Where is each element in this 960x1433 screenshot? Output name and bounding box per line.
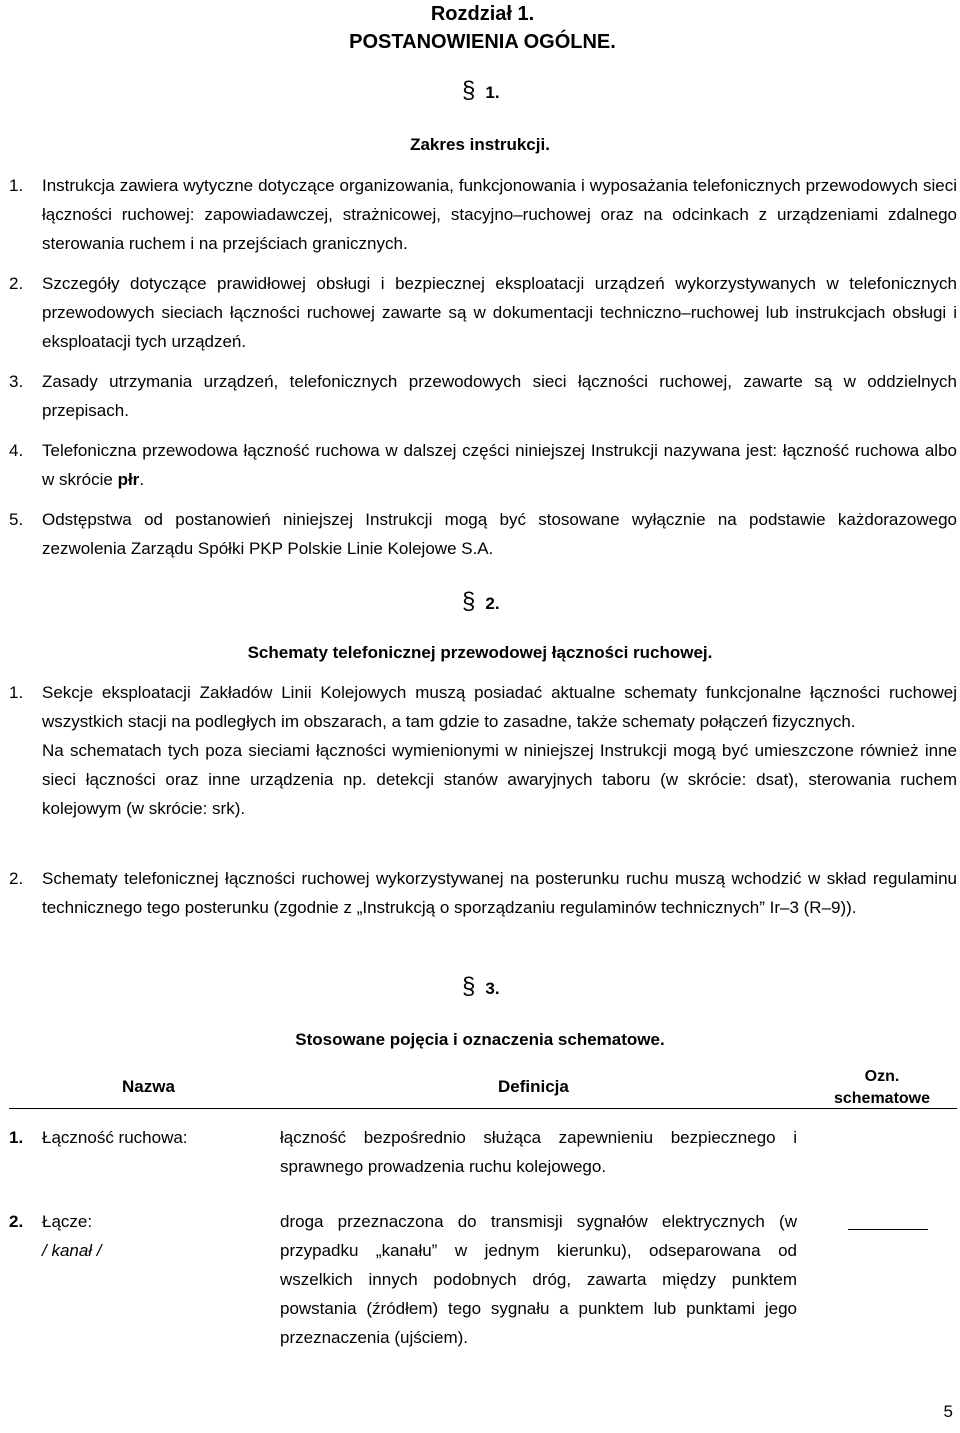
- column-header-symbol: [820, 1066, 944, 1110]
- section-2-marker: [462, 587, 542, 617]
- term-name: Łączność ruchowa:: [42, 1128, 188, 1147]
- term-name-alt: / kanał /: [42, 1241, 102, 1260]
- section-number: 3.: [485, 979, 500, 998]
- section-1-heading: Zakres instrukcji.: [410, 135, 550, 154]
- schematic-symbol-line: [848, 1229, 928, 1230]
- list-item: [9, 864, 957, 954]
- section-number: 2.: [485, 594, 500, 613]
- item-paragraph: Na schematach tych poza sieciami łączności wymienionymi w niniejszej Instrukcji mogą być umieszczone również inne sieci łączności oraz inne urządzenia np. detekcji stanów awaryjnych taboru (w skrócie: dsat), sterowania ruchem kolejowym (w skrócie: srk).: [42, 741, 957, 818]
- item-text: [42, 436, 957, 494]
- section-3-marker: [462, 972, 542, 1002]
- term-name: Łącze:: [42, 1212, 93, 1231]
- list-item: [9, 505, 957, 565]
- item-text: Schematy telefonicznej łączności ruchowej wykorzystywanej na posterunku ruchu muszą wchodzić w skład regulaminu technicznego tego posterunku (zgodnie z „Instrukcją o sporządzaniu regulaminów technicznych” Ir–3 (R–9)).: [42, 869, 957, 917]
- section-3-heading: Stosowane pojęcia i oznaczenia schematowe.: [295, 1030, 665, 1049]
- item-text: Instrukcja zawiera wytyczne dotyczące organizowania, funkcjonowania i wyposażania telefonicznych przewodowych sieci łączności ruchowej: zapowiadawczej, strażnicowej, stacyjno–ruchowej oraz na odcinkach z urządzeniami zdalnego sterowania ruchem i na przejściach granicznych.: [42, 176, 957, 253]
- column-header-name: Nazwa: [122, 1077, 175, 1096]
- item-number: 5.: [9, 510, 24, 529]
- section-2-heading: Schematy telefonicznej przewodowej łączności ruchowej.: [247, 643, 713, 662]
- item-number: 1.: [9, 176, 24, 195]
- item-text: [42, 678, 957, 823]
- section-number: 1.: [485, 83, 500, 102]
- list-item: [9, 171, 957, 261]
- term-definition: droga przeznaczona do transmisji sygnałów elektrycznych (w przypadku „kanału” w jednym kierunku), odseparowana od wszelkich innych podobnych dróg, zawarta między punktem powstania (źródłem) tego sygnału a punktem lub punktami jego przeznaczenia (ujściem).: [280, 1212, 797, 1347]
- item-number: 2.: [9, 869, 24, 888]
- item-number: 1.: [9, 683, 24, 702]
- item-paragraph: Sekcje eksploatacji Zakładów Linii Kolejowych muszą posiadać aktualne schematy funkcjonalne łączności ruchowej wszystkich stacji na podległych im obszarach, a tam gdzie to zasadne, także schematy połączeń fizycznych.: [42, 683, 957, 731]
- item-text: Zasady utrzymania urządzeń, telefonicznych przewodowych sieci łączności ruchowej, zawarte są w oddzielnych przepisach.: [42, 372, 957, 420]
- item-number: 4.: [9, 441, 24, 460]
- page-number: 5: [943, 1402, 953, 1421]
- item-number: 2.: [9, 274, 24, 293]
- chapter-subtitle: POSTANOWIENIA OGÓLNE.: [349, 31, 616, 53]
- item-text-main: Telefoniczna przewodowa łączność ruchowa w dalszej części niniejszej Instrukcji nazywana jest: łączność ruchowa albo w skrócie: [42, 441, 957, 489]
- chapter-title: Rozdział 1.: [430, 3, 535, 25]
- column-header-symbol-line1: Ozn.: [864, 1068, 900, 1085]
- row-number: 1.: [9, 1128, 24, 1147]
- term-definition: łączność bezpośrednio służąca zapewnieniu bezpiecznego i sprawnego prowadzenia ruchu kolejowego.: [280, 1128, 797, 1176]
- list-item: [9, 678, 957, 858]
- column-header-symbol-line2: schematowe: [833, 1090, 931, 1107]
- column-header-definition: Definicja: [498, 1077, 569, 1096]
- list-item: [9, 269, 957, 359]
- section-symbol: §: [462, 77, 476, 104]
- list-item: [9, 367, 957, 427]
- item-number: 3.: [9, 372, 24, 391]
- list-item: [9, 436, 957, 496]
- section-symbol: §: [462, 588, 476, 615]
- abbreviation-plr: płr: [117, 470, 140, 489]
- item-text: Odstępstwa od postanowień niniejszej Instrukcji mogą być stosowane wyłącznie na podstawie każdorazowego zezwolenia Zarządu Spółki PKP Polskie Linie Kolejowe S.A.: [42, 510, 957, 558]
- section-symbol: §: [462, 973, 476, 1000]
- section-1-marker: [462, 76, 542, 106]
- item-text-end: .: [139, 470, 145, 489]
- row-number: 2.: [9, 1212, 24, 1231]
- item-text: Szczegóły dotyczące prawidłowej obsługi i bezpiecznej eksploatacji urządzeń wykorzystywanych w telefonicznych przewodowych sieciach łączności ruchowej zawarte są w dokumentacji techniczno–ruchowej lub instrukcjach obsługi i eksploatacji tych urządzeń.: [42, 274, 957, 351]
- table-header-rule: [9, 1108, 957, 1109]
